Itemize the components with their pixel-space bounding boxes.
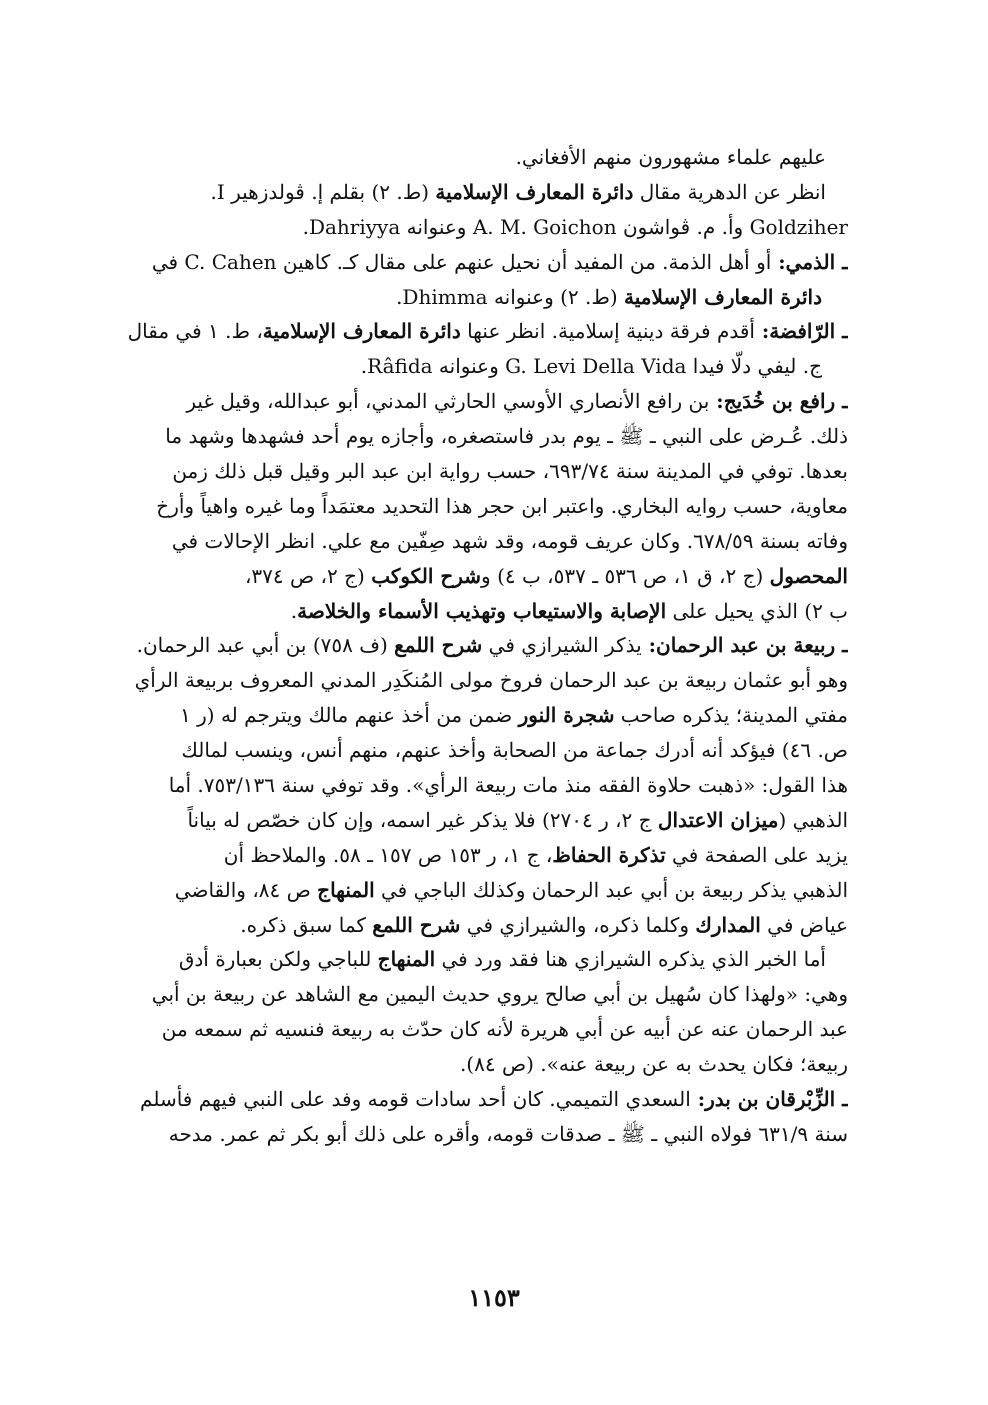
bold-term: ـ الرّافضة: xyxy=(754,319,848,344)
text-run: ج ٢، ر ٢٧٠٤) فلا يذكر غير اسمه، وإن كان خصّص له بياناً xyxy=(187,807,658,832)
text-run: ، ط. ١ في مقال xyxy=(127,319,263,344)
text-run: يزيد على الصفحة في xyxy=(665,842,848,867)
text-run: وكلما ذكره، والشيرازي في xyxy=(460,912,696,937)
text-line xyxy=(100,733,848,768)
text-run: مفتي المدينة؛ يذكره صاحب xyxy=(614,703,848,728)
text-run: السعدي التميمي. كان أحد سادات قومه وفد على النبي فيهم فأسلم xyxy=(140,1087,691,1112)
text-run: ربيعة؛ فكان يحدث به عن ربيعة عنه». (ص ٨٤). xyxy=(459,1052,848,1077)
bold-term: المنهاج xyxy=(377,947,436,972)
bold-term: المحصول xyxy=(769,563,848,588)
text-line xyxy=(100,663,848,698)
text-line xyxy=(100,140,848,175)
text-run: (ج ٢، ق ١، ص ٥٣٦ ـ ٥٣٧، ب ٤) و xyxy=(481,563,770,588)
bold-term: دائرة المعارف الإسلامية xyxy=(435,179,634,204)
text-line xyxy=(100,1012,848,1047)
bold-term: ـ رافع بن خُدَيج: xyxy=(709,389,848,414)
text-run: سنة ٦٣١/٩ فولاه النبي ـ ﷺ ـ صدقات قومه، وأقره على ذلك أبو بكر ثم عمر. مدحه xyxy=(168,1121,848,1146)
text-line xyxy=(100,559,848,594)
text-run: ب ٢) الذي يحيل على xyxy=(666,598,848,623)
text-line xyxy=(100,838,848,873)
text-line xyxy=(100,384,848,419)
text-run: انظر عن الدهرية مقال xyxy=(633,179,826,204)
text-line xyxy=(100,628,848,663)
text-run: ذلك. عُـرض على النبي ـ ﷺ ـ يوم بدر فاستصغره، وأجازه يوم أحد فشهدها وشهد ما xyxy=(165,424,848,449)
bold-term: ـ ربيعة بن عبد الرحمان: xyxy=(641,633,848,658)
text-run: ج. ليفي دلّا فيدا G. Levi Della Vida وعنوانه Râfida. xyxy=(360,354,822,379)
text-run: عياض في xyxy=(760,912,848,937)
text-line xyxy=(100,175,848,210)
text-line xyxy=(100,210,848,245)
text-line xyxy=(100,314,848,349)
bold-term: دائرة المعارف الإسلامية xyxy=(624,284,822,309)
text-run: (ط. ٢) بقلم إ. ڤولدزهير I. xyxy=(210,179,436,204)
bold-term: ـ الذمي: xyxy=(771,249,848,274)
text-line xyxy=(100,1117,848,1152)
bold-term: شرح اللمع xyxy=(372,912,461,937)
text-run: (ط. ٢) وعنوانه Dhimma. xyxy=(396,284,625,309)
text-line xyxy=(100,908,848,943)
bold-term: ـ الزِّبْرقان بن بدر: xyxy=(690,1087,848,1112)
text-line xyxy=(100,280,848,315)
bold-term: المنهاج xyxy=(317,877,375,902)
text-line xyxy=(100,1047,848,1082)
text-run: وهي: «ولهذا كان سُهيل بن أبي صالح يروي حديث اليمين مع الشاهد عن ربيعة بن أبي xyxy=(151,982,848,1007)
text-run: . xyxy=(290,598,298,623)
text-run: الذهبي ( xyxy=(778,807,848,832)
text-line xyxy=(100,594,848,629)
text-run: أما الخبر الذي يذكره الشيرازي هنا فقد ورد في xyxy=(435,947,826,972)
text-run: وهو أبو عثمان ربيعة بن عبد الرحمان فروخ مولى المُنكَدِر المدني المعروف بربيعة الرأي xyxy=(134,668,848,693)
text-line xyxy=(100,245,848,280)
text-run: عليهم علماء مشهورون منهم الأفغاني. xyxy=(515,145,826,169)
text-line xyxy=(100,698,848,733)
bold-term: دائرة المعارف الإسلامية xyxy=(262,319,461,344)
text-run: معاوية، حسب روايه البخاري. واعتبر ابن حجر هذا التحديد معتمَداً وما غيره واهياً وأرخ xyxy=(156,493,848,518)
text-run: ص ٨٤، والقاضي xyxy=(174,877,318,902)
text-run: ، ج ١، ر ١٥٣ ص ١٥٧ ـ ٥٨. والملاحظ أن xyxy=(223,842,553,867)
text-line xyxy=(100,1082,848,1117)
page-number: ١١٥٣ xyxy=(468,1283,520,1312)
bold-term: الإصابة والاستيعاب وتهذيب الأسماء والخلاصة xyxy=(297,598,667,623)
text-line xyxy=(100,977,848,1012)
text-run: وفاته بسنة ٦٧٨/٥٩. وكان عريف قومه، وقد شهد صِفّين مع علي. انظر الإحالات في xyxy=(171,528,848,553)
bold-term: شرح اللمع xyxy=(394,633,483,658)
text-run: عبد الرحمان عنه عن أبيه عن أبي هريرة لأنه كان حدّث به ربيعة فنسيه ثم سمعه من xyxy=(161,1017,848,1042)
text-run: ص. ٤٦) فيؤكد أنه أدرك جماعة من الصحابة وأخذ عنهم، منهم أنس، وينسب لمالك xyxy=(181,738,848,763)
bold-term: شرح الكوكب xyxy=(371,563,482,588)
text-line xyxy=(100,524,848,559)
text-run: أقدم فرقة دينية إسلامية. انظر عنها xyxy=(460,319,755,344)
bold-term: تذكرة الحفاظ xyxy=(552,842,666,867)
text-run: ضمن من أخذ عنهم مالك ويترجم له (ر ١ xyxy=(180,703,519,728)
bold-term: المدارك xyxy=(695,912,761,937)
text-line xyxy=(100,349,848,384)
text-line xyxy=(100,768,848,803)
text-line xyxy=(100,419,848,454)
text-run: بن رافع الأنصاري الأوسي الحارثي المدني، أبو عبدالله، وقيل غير xyxy=(186,389,710,414)
bold-term: ميزان الاعتدال xyxy=(657,807,779,832)
page-body-text xyxy=(100,140,848,1152)
text-run: (ج ٢، ص ٣٧٤، xyxy=(244,563,372,588)
text-line xyxy=(100,489,848,524)
text-run: للباجي ولكن بعبارة أدق xyxy=(178,947,378,972)
text-line xyxy=(100,454,848,489)
bold-term: شجرة النور xyxy=(518,703,615,728)
text-line xyxy=(100,942,848,977)
text-line xyxy=(100,803,848,838)
text-run: يذكر الشيرازي في xyxy=(482,633,642,658)
text-run: Goldziher وأ. م. ڤواشون A. M. Goichon وعنوانه Dahriyya. xyxy=(302,214,848,239)
text-run: بعدها. توفي في المدينة سنة ٦٩٣/٧٤، حسب رواية ابن عبد البر وقيل قبل ذلك زمن xyxy=(172,459,848,484)
text-line xyxy=(100,873,848,908)
text-run: الذهبي يذكر ربيعة بن أبي عبد الرحمان وكذلك الباجي في xyxy=(374,877,848,902)
text-run: كما سبق ذكره. xyxy=(240,912,373,937)
text-run: هذا القول: «ذهبت حلاوة الفقه منذ مات ربيعة الرأي». وقد توفي سنة ٧٥٣/١٣٦. أما xyxy=(168,773,848,798)
text-run: (ف ٧٥٨) بن أبي عبد الرحمان. xyxy=(136,633,395,658)
text-run: أو أهل الذمة. من المفيد أن نحيل عنهم على مقال كـ. كاهين C. Cahen في xyxy=(151,249,772,274)
